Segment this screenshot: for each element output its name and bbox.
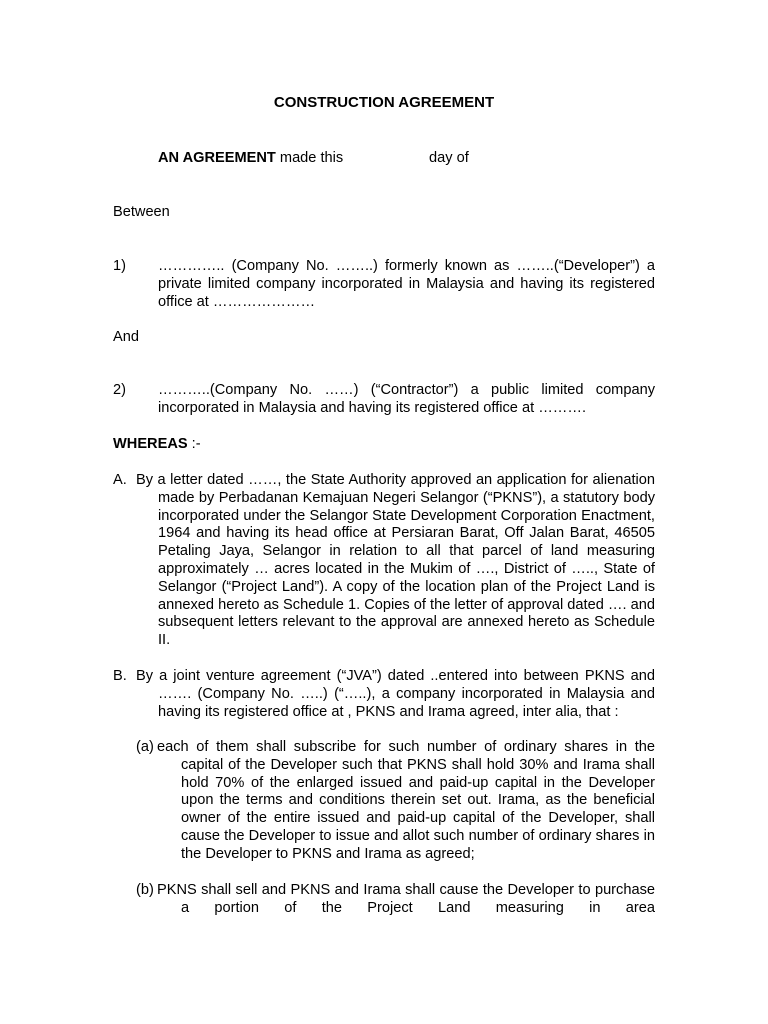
item-a-text bbox=[157, 739, 655, 864]
recital-b-number: B. bbox=[113, 668, 127, 684]
party2-text: ………..(Company No. ……) (“Contractor”) a public limited company incorporated in Malaysia and having its registered office at ………. bbox=[158, 382, 655, 416]
whereas-heading bbox=[113, 436, 201, 454]
recital-a-number: A. bbox=[113, 472, 127, 488]
whereas-rest: :- bbox=[187, 436, 201, 452]
item-b-text bbox=[157, 882, 655, 918]
recital-a-body: By a letter dated ……, the State Authority approved an application for alienation made by Perbadanan Kemajuan Negeri Selangor (“PKNS”), a statutory body incorporated under the Selangor State Development Corporation Enactment, 1964 and having its head office at Persiaran Barat, Off Jalan Barat, 46505 Petaling Jaya, Selangor in relation to all that parcel of land measuring approximately … acres located in the Mukim of …., District of ….., State of Selangor (“Project Land”). A copy of the location plan of the Project Land is annexed hereto as Schedule 1. Copies of the letter of approval dated …. and subsequent letters relevant to the approval are annexed hereto as Schedule II. bbox=[136, 472, 655, 649]
document-title: CONSTRUCTION AGREEMENT bbox=[273, 94, 495, 111]
between-label: Between bbox=[113, 204, 170, 220]
item-a-body: each of them shall subscribe for such number of ordinary shares in the capital of the Developer such that PKNS shall hold 30% and Irama shall hold 70% of the enlarged issued and paid-up capital in the Developer upon the terms and conditions therein set out. Irama, as the beneficial owner of the entire issued and paid-up capital of the Developer, shall cause the Developer to issue and allot such number of ordinary shares in the Developer to PKNS and Irama as agreed; bbox=[157, 739, 655, 862]
recital-a-text bbox=[136, 472, 655, 650]
intro-made-this: made this bbox=[279, 150, 344, 166]
intro-bold-label: AN AGREEMENT bbox=[158, 150, 276, 166]
party2-number: 2) bbox=[113, 382, 126, 398]
intro-day-of: day of bbox=[429, 150, 469, 166]
item-b-body: PKNS shall sell and PKNS and Irama shall cause the Developer to purchase a portion of the Project Land measuring in area bbox=[157, 882, 655, 916]
item-a-number: (a) bbox=[136, 739, 154, 755]
recital-b-body: By a joint venture agreement (“JVA”) dated ..entered into between PKNS and ……. (Company No. …..) (“…..), a company incorporated in Malaysia and having its registered office at , PKNS and Irama agreed, inter alia, that : bbox=[136, 668, 655, 720]
party1-number: 1) bbox=[113, 258, 126, 274]
party1-text: ………….. (Company No. ……..) formerly known as ……..(“Developer”) a private limited company incorporated in Malaysia and having its registered office at ………………… bbox=[158, 258, 655, 310]
recital-b-text bbox=[136, 668, 655, 721]
whereas-bold: WHEREAS bbox=[113, 436, 188, 452]
intro-agreement bbox=[158, 150, 343, 168]
and-label: And bbox=[113, 329, 139, 345]
item-b-number: (b) bbox=[136, 882, 154, 898]
